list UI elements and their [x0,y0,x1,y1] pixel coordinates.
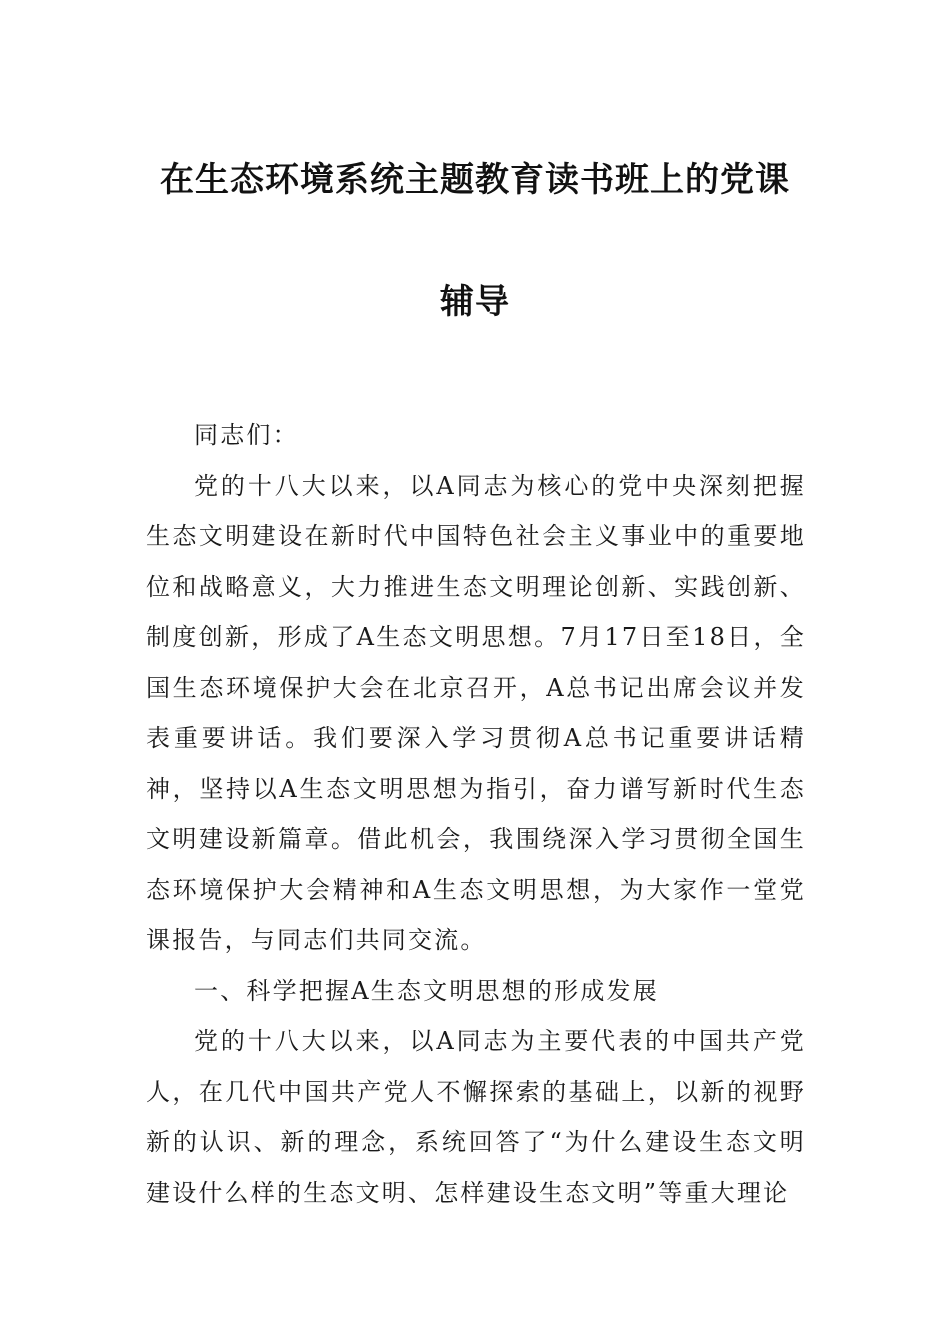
document-body [146,410,806,1218]
document-title-line-1: 在生态环境系统主题教育读书班上的党课 [160,160,790,200]
paragraph: 党的十八大以来，以A同志为核心的党中央深刻把握生态文明建设在新时代中国特色社会主义事业中的重要地位和战略意义，大力推进生态文明理论创新、实践创新、制度创新，形成了A生态文明思想。7月17日至18日，全国生态环境保护大会在北京召开，A总书记出席会议并发表重要讲话。我们要深入学习贯彻A总书记重要讲话精神，坚持以A生态文明思想为指引，奋力谱写新时代生态文明建设新篇章。借此机会，我围绕深入学习贯彻全国生态环境保护大会精神和A生态文明思想，为大家作一堂党课报告，与同志们共同交流。 [146,471,806,954]
document-title-line-2: 辅导 [440,282,510,322]
section-heading: 一、科学把握A生态文明思想的形成发展 [194,976,659,1005]
salutation: 同志们： [194,421,299,449]
paragraph: 党的十八大以来，以A同志为主要代表的中国共产党人，在几代中国共产党人不懈探索的基础上，以新的视野新的认识、新的理念，系统回答了“为什么建设生态文明建设什么样的生态文明、怎样建设生态文明”等重大理论 [146,1027,806,1207]
